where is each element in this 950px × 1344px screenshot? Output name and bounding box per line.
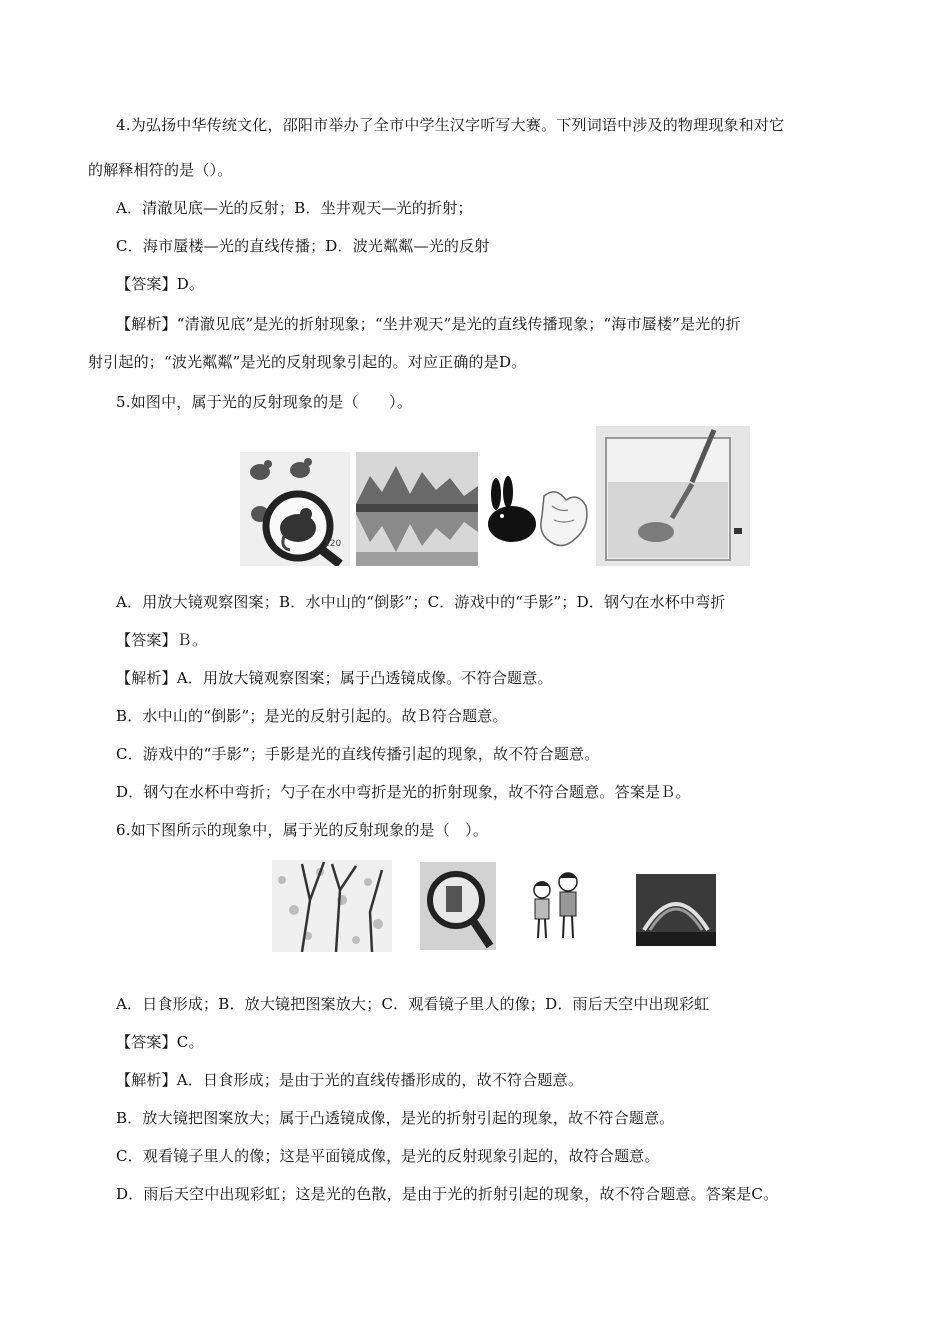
q4-stem-line-1: 4.为弘扬中华传统文化，邵阳市举办了全市中学生汉字听写大赛。下列词语中涉及的物理现象和对它 [116, 116, 785, 134]
q6-analysis-b: B．放大镜把图案放大；属于凸透镜成像，是光的折射引起的现象，故不符合题意。 [116, 1109, 675, 1127]
q5-stamp-number: 120 [324, 539, 342, 549]
q5-analysis-a: 【解析】A．用放大镜观察图案；属于凸透镜成像。不符合题意。 [116, 669, 553, 687]
q5-figure-reflection [356, 452, 478, 566]
q4-analysis-line-1: 【解析】“清澈见底”是光的折射现象；“坐井观天”是光的直线传播现象；“海市蜃楼”是光的折 [116, 315, 741, 333]
q5-stem: 5.如图中，属于光的反射现象的是（ ）。 [116, 393, 413, 411]
q6-answer: 【答案】C。 [116, 1033, 204, 1051]
q5-answer: 【答案】Ｂ。 [116, 631, 208, 649]
q5-figure-spoon-in-water [596, 426, 750, 566]
q6-options: A．日食形成；B．放大镜把图案放大；C．观看镜子里人的像；D．雨后天空中出现彩虹 [116, 995, 710, 1013]
q4-options-line-2: C．海市蜃楼—光的直线传播；D．波光粼粼—光的反射 [116, 237, 490, 255]
q5-figure-hand-shadow [482, 476, 594, 566]
q5-figure-magnifier [240, 452, 350, 566]
q6-analysis-d: D．雨后天空中出现彩虹；这是光的色散，是由于光的折射引起的现象，故不符合题意。答案是C。 [116, 1185, 779, 1203]
q6-analysis-c: C．观看镜子里人的像；这是平面镜成像，是光的反射现象引起的，故符合题意。 [116, 1147, 660, 1165]
q6-figure-rainbow [636, 874, 716, 946]
q4-analysis-line-2: 射引起的；“波光粼粼”是光的反射现象引起的。对应正确的是D。 [88, 353, 527, 371]
q6-figure-magnifier [420, 862, 496, 950]
q4-options-line-1: A．清澈见底—光的反射；B．坐井观天—光的折射； [116, 199, 473, 217]
q4-answer: 【答案】D。 [116, 275, 205, 293]
q5-analysis-b: B．水中山的“倒影”；是光的反射引起的。故Ｂ符合题意。 [116, 707, 508, 725]
q5-analysis-c: C．游戏中的“手影”；手影是光的直线传播引起的现象，故不符合题意。 [116, 745, 600, 763]
q6-figure-mirror-image [526, 866, 584, 946]
q5-options: A．用放大镜观察图案；B．水中山的“倒影”；C．游戏中的“手影”；D．钢勺在水杯中弯折 [116, 593, 726, 611]
q5-analysis-d: D．钢勺在水杯中弯折；勺子在水中弯折是光的折射现象，故不符合题意。答案是Ｂ。 [116, 783, 691, 801]
q6-figure-eclipse-branches [272, 860, 392, 952]
q6-analysis-a: 【解析】A．日食形成；是由于光的直线传播形成的，故不符合题意。 [116, 1071, 584, 1089]
q4-stem-line-2: 的解释相符的是（）。 [88, 161, 233, 179]
q6-stem: 6.如下图所示的现象中，属于光的反射现象的是（ ）。 [116, 821, 489, 839]
